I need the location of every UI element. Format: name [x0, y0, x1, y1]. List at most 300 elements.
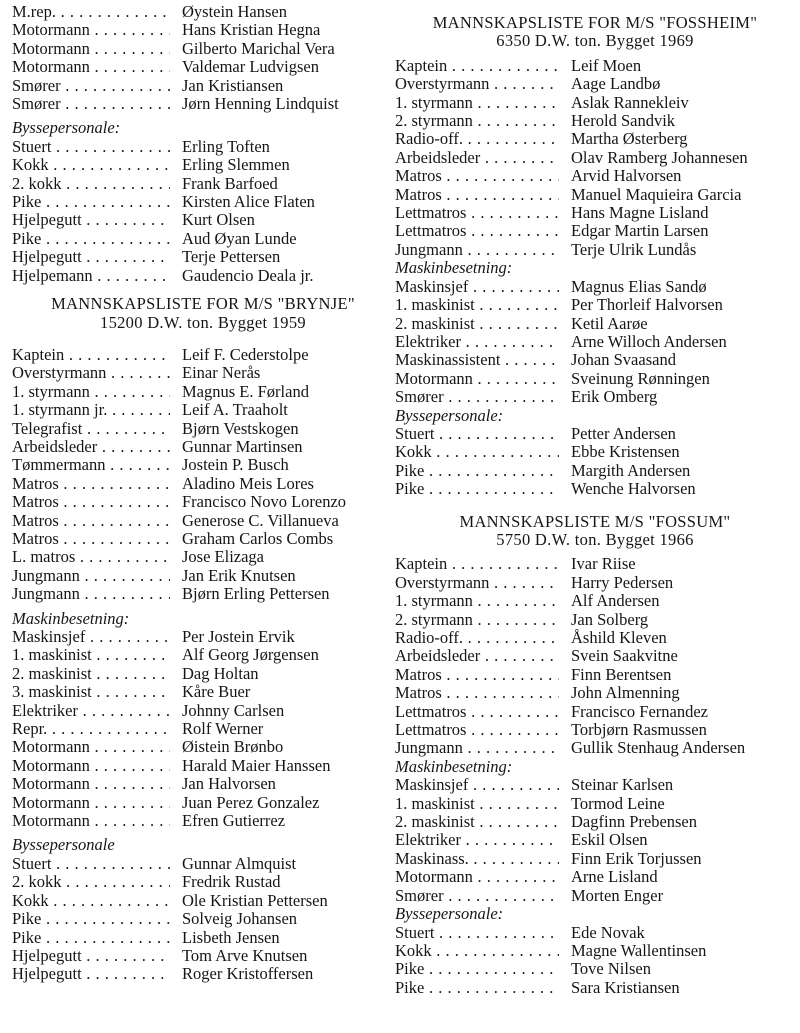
group-heading: Byssepersonale:	[395, 904, 504, 924]
crew-role: Jungmann . . .	[12, 585, 170, 603]
crew-name: Eskil Olsen	[571, 830, 648, 850]
crew-role: Kaptein . . .	[395, 57, 559, 75]
group-heading: Maskinbesetning:	[12, 608, 130, 628]
crew-name: Jan Solberg	[571, 609, 649, 629]
crew-role: Matros . . .	[12, 493, 170, 511]
crew-role: Lettmatros . . .	[395, 204, 559, 222]
crew-name: Tormod Leine	[571, 793, 665, 813]
crew-row	[12, 530, 394, 548]
crew-role: Hjelpemann . . .	[12, 267, 170, 285]
crew-row	[395, 721, 795, 739]
crew-role: 2. kokk . . .	[12, 873, 170, 891]
crew-row	[12, 364, 394, 382]
crew-role: Matros . . .	[12, 512, 170, 530]
crew-row	[12, 585, 394, 603]
crew-name: Sveinung Rønningen	[571, 368, 710, 388]
crew-name: Juan Perez Gonzalez	[182, 792, 320, 812]
crew-name: Generose C. Villanueva	[182, 510, 339, 530]
crew-name: Olav Ramberg Johannesen	[571, 147, 748, 167]
crew-row	[395, 167, 795, 185]
crew-group	[395, 407, 795, 499]
crew-role: Hjelpegutt . . .	[12, 211, 170, 229]
crew-row	[12, 156, 394, 174]
crew-row	[12, 438, 394, 456]
crew-row	[395, 222, 795, 240]
crew-role: Telegrafist . . .	[12, 420, 170, 438]
crew-name: Wenche Halvorsen	[571, 479, 696, 499]
crew-row	[12, 175, 394, 193]
crew-name: Bjørn Vestskogen	[182, 418, 299, 438]
crew-list-title: MANNSKAPSLISTE FOR M/S "FOSSHEIM"	[432, 13, 758, 32]
crew-row	[395, 443, 795, 461]
crew-name: Gunnar Martinsen	[182, 436, 303, 456]
crew-role: 1. maskinist . . .	[12, 646, 170, 664]
crew-row	[395, 703, 795, 721]
crew-row	[12, 665, 394, 683]
crew-name: Aage Landbø	[571, 74, 661, 94]
crew-name: Jostein P. Busch	[182, 455, 289, 475]
crew-name: Martha Østerberg	[571, 129, 688, 149]
crew-name: Kåre Buer	[182, 682, 251, 702]
crew-name: Ede Novak	[571, 922, 645, 942]
crew-group	[395, 57, 795, 259]
crew-row	[395, 647, 795, 665]
crew-role: 1. styrmann . . .	[395, 94, 559, 112]
crew-name: Fredrik Rustad	[182, 872, 281, 892]
crew-row	[12, 3, 394, 21]
crew-role: Stuert . . .	[12, 138, 170, 156]
crew-name: Francisco Novo Lorenzo	[182, 492, 347, 512]
crew-role: Arbeidsleder . . .	[395, 647, 559, 665]
crew-role: Kokk . . .	[395, 942, 559, 960]
crew-name: Per Jostein Ervik	[182, 627, 295, 646]
crew-name: Sara Kristiansen	[571, 977, 680, 997]
crew-name: Jan Erik Knutsen	[182, 565, 296, 585]
crew-row	[12, 702, 394, 720]
crew-role: Pike . . .	[395, 480, 559, 498]
crew-name: Alf Georg Jørgensen	[182, 645, 319, 665]
crew-row	[395, 462, 795, 480]
crew-row	[395, 629, 795, 647]
crew-row	[395, 351, 795, 369]
crew-role: Kaptein . . .	[395, 555, 559, 573]
crew-role: Pike . . .	[12, 929, 170, 947]
crew-role: Motormann . . .	[12, 58, 170, 76]
crew-group	[12, 3, 394, 113]
crew-role: 1. styrmann jr. . . .	[12, 401, 170, 419]
crew-role: Maskinass. . . .	[395, 850, 559, 868]
crew-role: Matros . . .	[395, 666, 559, 684]
crew-name: Aud Øyan Lunde	[182, 228, 297, 248]
crew-name: Gullik Stenhaug Andersen	[571, 738, 746, 758]
crew-row	[12, 929, 394, 947]
crew-list-subtitle: 15200 D.W. ton. Bygget 1959	[100, 312, 306, 332]
crew-row	[395, 480, 795, 498]
crew-row	[395, 592, 795, 610]
crew-role: Motormann . . .	[12, 40, 170, 58]
crew-name: Ole Kristian Pettersen	[182, 890, 328, 910]
crew-row	[12, 40, 394, 58]
crew-role: Motormann . . .	[12, 21, 170, 39]
crew-list-subtitle: 5750 D.W. ton. Bygget 1966	[496, 529, 694, 549]
crew-name: Solveig Johansen	[182, 909, 298, 929]
crew-group	[395, 555, 795, 757]
crew-name: John Almenning	[571, 683, 680, 703]
crew-role: Motormann . . .	[395, 370, 559, 388]
crew-role: 2. maskinist . . .	[12, 665, 170, 683]
crew-list-title: MANNSKAPSLISTE FOR M/S "BRYNJE"	[51, 294, 355, 314]
crew-group	[12, 113, 394, 285]
crew-row	[12, 910, 394, 928]
crew-name: Terje Pettersen	[182, 247, 281, 267]
crew-name: Leif Moen	[571, 55, 642, 75]
crew-name: Steinar Karlsen	[571, 775, 674, 795]
crew-group	[395, 758, 795, 905]
crew-row	[395, 186, 795, 204]
crew-role: 1. styrmann . . .	[12, 383, 170, 401]
crew-row	[12, 95, 394, 113]
crew-role: Arbeidsleder . . .	[12, 438, 170, 456]
crew-name: Efren Gutierrez	[182, 811, 286, 831]
crew-role: Elektriker . . .	[395, 333, 559, 351]
crew-name: Edgar Martin Larsen	[571, 221, 709, 241]
crew-role: Jungmann . . .	[12, 567, 170, 585]
crew-role: Kokk . . .	[395, 443, 559, 461]
crew-row	[395, 555, 795, 573]
crew-name: Francisco Fernandez	[571, 701, 708, 721]
crew-name: Jose Elizaga	[182, 547, 265, 567]
crew-row	[12, 383, 394, 401]
crew-list-subtitle: 6350 D.W. ton. Bygget 1969	[496, 31, 694, 51]
crew-name: Lisbeth Jensen	[182, 927, 280, 947]
crew-role: 2. maskinist . . .	[395, 813, 559, 831]
crew-row	[395, 813, 795, 831]
crew-row	[395, 425, 795, 443]
crew-name: Rolf Werner	[182, 719, 264, 739]
crew-name: Aladino Meis Lores	[182, 473, 314, 493]
crew-role: Tømmermann . . .	[12, 456, 170, 474]
crew-group	[12, 604, 394, 831]
crew-role: 1. styrmann . . .	[395, 592, 559, 610]
crew-row	[395, 315, 795, 333]
crew-name: Erling Toften	[182, 136, 270, 156]
crew-row	[12, 794, 394, 812]
crew-row	[395, 739, 795, 757]
crew-name: Dag Holtan	[182, 663, 259, 683]
crew-row	[395, 924, 795, 942]
crew-name: Magne Wallentinsen	[571, 940, 707, 960]
crew-role: Smører . . .	[395, 388, 559, 406]
crew-group	[395, 905, 795, 997]
crew-name: Tom Arve Knutsen	[182, 945, 308, 965]
crew-row	[12, 456, 394, 474]
crew-name: Gilberto Marichal Vera	[182, 38, 335, 58]
crew-role: Motormann . . .	[12, 775, 170, 793]
crew-role: Elektriker . . .	[12, 702, 170, 720]
crew-role: L. matros . . .	[12, 548, 170, 566]
crew-row	[395, 370, 795, 388]
crew-role: Hjelpegutt . . .	[12, 248, 170, 266]
group-heading: Byssepersonale:	[395, 405, 504, 425]
crew-name: Jørn Henning Lindquist	[182, 94, 339, 114]
crew-name: Finn Erik Torjussen	[571, 848, 702, 868]
crew-row	[395, 574, 795, 592]
crew-row	[395, 887, 795, 905]
crew-list-brynje	[12, 295, 394, 984]
crew-role: Maskinsjef . . .	[12, 628, 170, 646]
crew-role: 1. maskinist . . .	[395, 296, 559, 314]
crew-name: Petter Andersen	[571, 423, 676, 443]
crew-role: Maskinassistent . . .	[395, 351, 559, 369]
crew-row	[12, 646, 394, 664]
crew-row	[12, 58, 394, 76]
crew-name: Alf Andersen	[571, 591, 660, 611]
crew-row	[395, 204, 795, 222]
crew-role: Overstyrmann . . .	[12, 364, 170, 382]
crew-role: Matros . . .	[395, 186, 559, 204]
crew-name: Kirsten Alice Flaten	[182, 192, 315, 212]
crew-list-title: MANNSKAPSLISTE M/S "FOSSUM"	[459, 511, 731, 531]
crew-role: Maskinsjef . . .	[395, 776, 559, 794]
crew-role: Repr. . . .	[12, 720, 170, 738]
crew-row	[12, 628, 394, 646]
crew-role: Motormann . . .	[12, 794, 170, 812]
crew-row	[12, 738, 394, 756]
crew-row	[12, 567, 394, 585]
crew-row	[395, 94, 795, 112]
crew-name: Leif A. Traaholt	[182, 400, 288, 420]
crew-role: Stuert . . .	[395, 425, 559, 443]
crew-row	[12, 947, 394, 965]
crew-row	[12, 346, 394, 364]
crew-role: Matros . . .	[395, 684, 559, 702]
crew-role: Pike . . .	[12, 910, 170, 928]
crew-name: Hans Kristian Hegna	[182, 20, 321, 40]
crew-name: Johan Svaasand	[571, 350, 676, 370]
crew-role: 1. maskinist . . .	[395, 795, 559, 813]
crew-role: Pike . . .	[12, 193, 170, 211]
crew-role: Smører . . .	[12, 95, 170, 113]
crew-role: Stuert . . .	[395, 924, 559, 942]
crew-name: Magnus Elias Sandø	[571, 276, 707, 296]
crew-name: Hans Magne Lisland	[571, 203, 709, 223]
crew-role: Elektriker . . .	[395, 831, 559, 849]
crew-role: 2. styrmann . . .	[395, 112, 559, 130]
crew-name: Torbjørn Rasmussen	[571, 720, 707, 740]
crew-row	[395, 684, 795, 702]
crew-name: Jan Kristiansen	[182, 75, 284, 95]
crew-name: Terje Ulrik Lundås	[571, 239, 697, 259]
crew-row	[395, 960, 795, 978]
crew-name: Arvid Halvorsen	[571, 166, 682, 186]
crew-role: Smører . . .	[12, 77, 170, 95]
crew-role: Jungmann . . .	[395, 241, 559, 259]
crew-row	[12, 77, 394, 95]
crew-row	[12, 720, 394, 738]
crew-row	[12, 892, 394, 910]
crew-role: Motormann . . .	[12, 738, 170, 756]
crew-name: Herold Sandvik	[571, 111, 676, 131]
crew-role: Lettmatros . . .	[395, 721, 559, 739]
crew-group	[12, 346, 394, 604]
crew-role: Hjelpegutt . . .	[12, 965, 170, 983]
crew-role: Maskinsjef . . .	[395, 278, 559, 296]
crew-name: Arne Lisland	[571, 867, 658, 887]
crew-row	[395, 241, 795, 259]
group-heading: Maskinbesetning:	[395, 258, 513, 278]
crew-row	[12, 512, 394, 530]
crew-row	[395, 942, 795, 960]
crew-name: Valdemar Ludvigsen	[182, 57, 320, 77]
crew-row	[395, 611, 795, 629]
crew-name: Finn Berentsen	[571, 664, 672, 684]
crew-name: Øistein Brønbo	[182, 737, 284, 757]
crew-name: Erling Slemmen	[182, 155, 290, 175]
crew-row	[12, 775, 394, 793]
crew-list-top-left	[12, 3, 394, 285]
crew-row	[12, 420, 394, 438]
crew-row	[12, 873, 394, 891]
crew-list-fossheim	[395, 14, 795, 499]
crew-role: Matros . . .	[12, 475, 170, 493]
crew-row	[395, 75, 795, 93]
crew-row	[395, 868, 795, 886]
crew-role: Smører . . .	[395, 887, 559, 905]
crew-row	[12, 475, 394, 493]
crew-name: Manuel Maquieira Garcia	[571, 184, 742, 204]
crew-row	[395, 278, 795, 296]
crew-role: Overstyrmann . . .	[395, 75, 559, 93]
crew-role: Motormann . . .	[12, 812, 170, 830]
crew-name: Ketil Aarøe	[571, 313, 648, 333]
crew-name: Graham Carlos Combs	[182, 528, 334, 548]
crew-name: Einar Nerås	[182, 363, 261, 383]
crew-role: Kokk . . .	[12, 156, 170, 174]
crew-name: Ebbe Kristensen	[571, 442, 680, 462]
crew-row	[12, 401, 394, 419]
crew-role: 2. maskinist . . .	[395, 315, 559, 333]
crew-role: Kokk . . .	[12, 892, 170, 910]
crew-name: Margith Andersen	[571, 460, 691, 480]
crew-row	[12, 493, 394, 511]
crew-row	[395, 112, 795, 130]
group-heading: Byssepersonale:	[12, 118, 121, 138]
crew-name: Aslak Rannekleiv	[571, 92, 689, 112]
crew-name: Svein Saakvitne	[571, 646, 678, 666]
left-column	[12, 0, 394, 984]
crew-name: Arne Willoch Andersen	[571, 331, 727, 351]
crew-row	[395, 831, 795, 849]
crew-row	[12, 138, 394, 156]
crew-role: Motormann . . .	[395, 868, 559, 886]
crew-role: Kaptein . . .	[12, 346, 170, 364]
group-heading: Maskinbesetning:	[395, 756, 513, 776]
crew-row	[395, 388, 795, 406]
crew-name: Leif F. Cederstolpe	[182, 344, 309, 364]
crew-row	[395, 666, 795, 684]
crew-role: Matros . . .	[12, 530, 170, 548]
crew-row	[12, 248, 394, 266]
crew-name: Øystein Hansen	[182, 2, 287, 21]
spacer	[12, 332, 394, 346]
crew-row	[395, 795, 795, 813]
crew-name: Erik Omberg	[571, 387, 658, 407]
crew-name: Ivar Riise	[571, 554, 636, 574]
crew-name: Johnny Carlsen	[182, 700, 285, 720]
crew-role: 2. styrmann . . .	[395, 611, 559, 629]
crew-row	[395, 776, 795, 794]
crew-role: Pike . . .	[395, 979, 559, 997]
crew-role: Arbeidsleder . . .	[395, 149, 559, 167]
crew-row	[395, 130, 795, 148]
crew-name: Dagfinn Prebensen	[571, 812, 698, 832]
crew-name: Per Thorleif Halvorsen	[571, 295, 723, 315]
crew-role: Overstyrmann . . .	[395, 574, 559, 592]
crew-row	[12, 211, 394, 229]
crew-row	[12, 683, 394, 701]
crew-role: Pike . . .	[12, 230, 170, 248]
crew-row	[12, 230, 394, 248]
crew-role: 3. maskinist . . .	[12, 683, 170, 701]
crew-row	[12, 193, 394, 211]
crew-row	[12, 812, 394, 830]
crew-role: Matros . . .	[395, 167, 559, 185]
crew-row	[395, 57, 795, 75]
crew-row	[12, 548, 394, 566]
crew-name: Jan Halvorsen	[182, 774, 276, 794]
crew-row	[395, 296, 795, 314]
crew-name: Gunnar Almquist	[182, 853, 297, 873]
crew-row	[395, 149, 795, 167]
crew-name: Tove Nilsen	[571, 959, 651, 979]
crew-list-fossum	[395, 513, 795, 998]
crew-role: Lettmatros . . .	[395, 703, 559, 721]
crew-row	[12, 21, 394, 39]
crew-role: M.rep. . . .	[12, 3, 170, 21]
crew-row	[395, 850, 795, 868]
crew-group	[395, 259, 795, 406]
crew-row	[12, 757, 394, 775]
crew-row	[395, 333, 795, 351]
right-column	[395, 0, 795, 997]
crew-name: Harald Maier Hanssen	[182, 755, 331, 775]
crew-row	[395, 979, 795, 997]
crew-name: Kurt Olsen	[182, 210, 255, 230]
crew-row	[12, 267, 394, 285]
crew-role: Stuert . . .	[12, 855, 170, 873]
crew-name: Bjørn Erling Pettersen	[182, 584, 330, 604]
group-heading: Byssepersonale	[12, 835, 115, 855]
crew-role: Pike . . .	[395, 462, 559, 480]
crew-role: Motormann . . .	[12, 757, 170, 775]
crew-name: Morten Enger	[571, 885, 664, 905]
crew-name: Frank Barfoed	[182, 173, 278, 193]
crew-role: Radio-off. . . .	[395, 629, 559, 647]
crew-row	[12, 965, 394, 983]
crew-name: Harry Pedersen	[571, 572, 674, 592]
crew-name: Roger Kristoffersen	[182, 964, 314, 984]
crew-name: Magnus E. Førland	[182, 381, 309, 401]
crew-role: Lettmatros . . .	[395, 222, 559, 240]
crew-group	[12, 830, 394, 983]
crew-role: 2. kokk . . .	[12, 175, 170, 193]
crew-role: Pike . . .	[395, 960, 559, 978]
crew-name: Åshild Kleven	[571, 628, 667, 647]
crew-name: Gaudencio Deala jr.	[182, 265, 314, 285]
crew-row	[12, 855, 394, 873]
crew-role: Jungmann . . .	[395, 739, 559, 757]
crew-role: Radio-off. . . .	[395, 130, 559, 148]
